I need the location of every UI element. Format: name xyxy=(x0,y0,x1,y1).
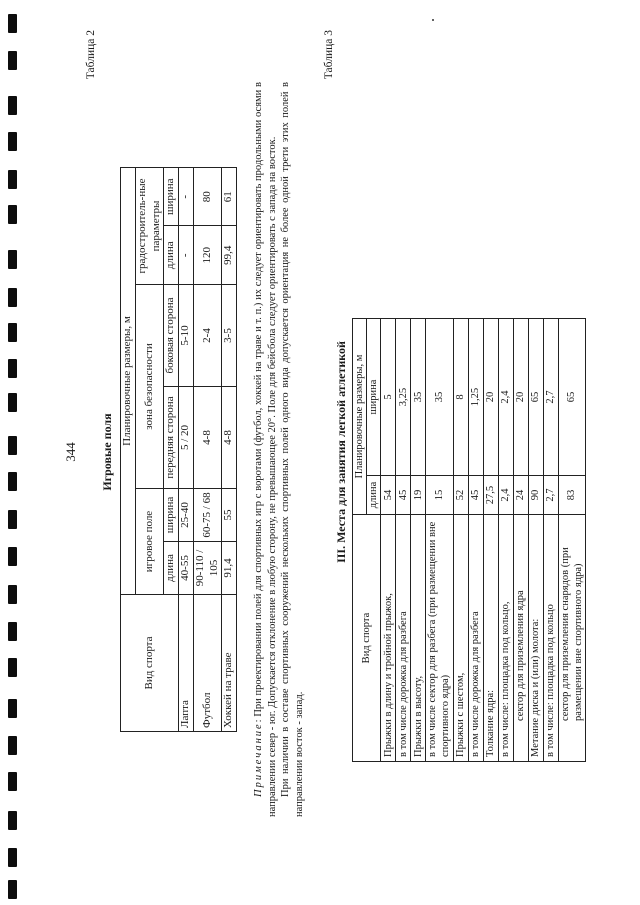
cell-sport: Прыжки в длину и тройной прыжок, xyxy=(381,515,396,762)
cell-sport: в том числе сектор для разбега (при размещении вне спортивного ядра) xyxy=(426,515,453,762)
cell-urban-width: 61 xyxy=(222,168,237,227)
cell-length: 45 xyxy=(468,476,483,515)
cell-length: 90 xyxy=(528,476,543,515)
table-row xyxy=(426,319,453,762)
header-urban: градостроитель-ные параметры xyxy=(135,168,164,285)
header-urban-width: ширина xyxy=(164,168,179,227)
cell-sport: Лапта xyxy=(179,595,194,732)
cell-width: 20 xyxy=(513,319,528,476)
cell-front: 4-8 xyxy=(222,387,237,489)
table-row xyxy=(179,168,194,732)
cell-sport: в том числе дорожка для разбега xyxy=(396,515,411,762)
header-width: ширина xyxy=(367,319,381,476)
cell-width: 55 xyxy=(222,489,237,542)
cell-width: 3,25 xyxy=(396,319,411,476)
table-row xyxy=(468,319,483,762)
cell-sport: Прыжки с шестом, xyxy=(453,515,468,762)
section-title-game-fields: Игровые поля xyxy=(100,413,114,491)
cell-width: 2,7 xyxy=(543,319,558,476)
cell-urban-length: - xyxy=(179,226,194,285)
cell-urban-width: 80 xyxy=(193,168,222,227)
binding-holes xyxy=(8,0,18,905)
table-row xyxy=(513,319,528,762)
game-fields-table xyxy=(120,167,237,732)
header-field: игровое поле xyxy=(135,489,164,595)
header-safety: зона безопасности xyxy=(135,285,164,489)
cell-width: 5 xyxy=(381,319,396,476)
table-row xyxy=(411,319,426,762)
cell-sport: Толкание ядра: xyxy=(483,515,498,762)
cell-width: 25-40 xyxy=(179,489,194,542)
header-sport: Вид спорта xyxy=(353,515,381,762)
cell-length: 15 xyxy=(426,476,453,515)
cell-width: 2,4 xyxy=(498,319,513,476)
cell-length: 52 xyxy=(453,476,468,515)
cell-urban-length: 99,4 xyxy=(222,226,237,285)
cell-width: 35 xyxy=(426,319,453,476)
cell-sport: Футбол xyxy=(193,595,222,732)
cell-length: 91,4 xyxy=(222,542,237,595)
cell-length: 90-110 / 105 xyxy=(193,542,222,595)
cell-width: 65 xyxy=(528,319,543,476)
cell-front: 5 / 20 xyxy=(179,387,194,489)
header-planning: Планировочные размеры, м xyxy=(353,319,367,515)
note-text-1: : При проектировании полей для спортивных игр с воротами (футбол, хоккей на траве и т. п.) их следует ориентировать продольными осями в направлении север - юг. Допускается отклонение в любую сторону, не превышающее 20°. Поле для бейсбола следует ориентировать с запада на восток. xyxy=(253,82,278,817)
table-row xyxy=(396,319,411,762)
page-number: 344 xyxy=(63,442,78,462)
cell-width: 1,25 xyxy=(468,319,483,476)
cell-length: 45 xyxy=(396,476,411,515)
cell-side: 5-10 xyxy=(179,285,194,387)
cell-length: 40-55 xyxy=(179,542,194,595)
table-label-2: Таблица 2 xyxy=(85,30,97,80)
header-urban-length: длина xyxy=(164,226,179,285)
cell-sport: в том числе: площадка под кольцо xyxy=(543,515,558,762)
cell-sport: сектор для приземления снарядов (при размещении вне спортивного ядра) xyxy=(558,515,585,762)
cell-length: 83 xyxy=(558,476,585,515)
cell-width: 65 xyxy=(558,319,585,476)
cell-width: 35 xyxy=(411,319,426,476)
cell-urban-width: - xyxy=(179,168,194,227)
cell-sport: сектор для приземления ядра xyxy=(513,515,528,762)
table-row xyxy=(558,319,585,762)
cell-sport: Метание диска и (или) молота: xyxy=(528,515,543,762)
cell-side: 3-5 xyxy=(222,285,237,387)
cell-sport: в том числе: площадка под кольцо, xyxy=(498,515,513,762)
rotated-page xyxy=(60,22,584,882)
table-row xyxy=(193,168,222,732)
cell-sport: Прыжки в высоту, xyxy=(411,515,426,762)
cell-length: 54 xyxy=(381,476,396,515)
paper-speck xyxy=(432,19,434,21)
header-sport: Вид спорта xyxy=(121,595,179,732)
cell-side: 2-4 xyxy=(193,285,222,387)
table-row xyxy=(498,319,513,762)
header-planning: Планировочные размеры, м xyxy=(121,168,136,595)
table-label-3: Таблица 3 xyxy=(323,30,335,80)
table-row xyxy=(483,319,498,762)
cell-length: 24 xyxy=(513,476,528,515)
cell-length: 27,5 xyxy=(483,476,498,515)
table-row xyxy=(528,319,543,762)
cell-width: 20 xyxy=(483,319,498,476)
header-width: ширина xyxy=(164,489,179,542)
cell-length: 2,7 xyxy=(543,476,558,515)
cell-urban-length: 120 xyxy=(193,226,222,285)
header-front: передняя сторона xyxy=(164,387,179,489)
athletics-table xyxy=(352,318,586,762)
header-side: боковая сторона xyxy=(164,285,179,387)
cell-width: 60-75 / 68 xyxy=(193,489,222,542)
note-lead: Примечание xyxy=(253,722,264,797)
table-row xyxy=(543,319,558,762)
header-length: длина xyxy=(367,476,381,515)
cell-front: 4-8 xyxy=(193,387,222,489)
note xyxy=(252,82,307,817)
cell-width: 8 xyxy=(453,319,468,476)
cell-sport: в том числе дорожка для разбега xyxy=(468,515,483,762)
cell-length: 19 xyxy=(411,476,426,515)
table-row xyxy=(222,168,237,732)
table-row xyxy=(453,319,468,762)
section-title-athletics: III. Места для занятия легкой атлетикой xyxy=(334,341,348,563)
table-row xyxy=(381,319,396,762)
cell-sport: Хоккей на траве xyxy=(222,595,237,732)
header-length: длина xyxy=(164,542,179,595)
note-text-2: При наличии в составе спортивных сооружений нескольких спортивных полей одного вида допускается ориентация не более одной трети этих полей в направлении восток - запад. xyxy=(280,82,305,817)
cell-length: 2,4 xyxy=(498,476,513,515)
